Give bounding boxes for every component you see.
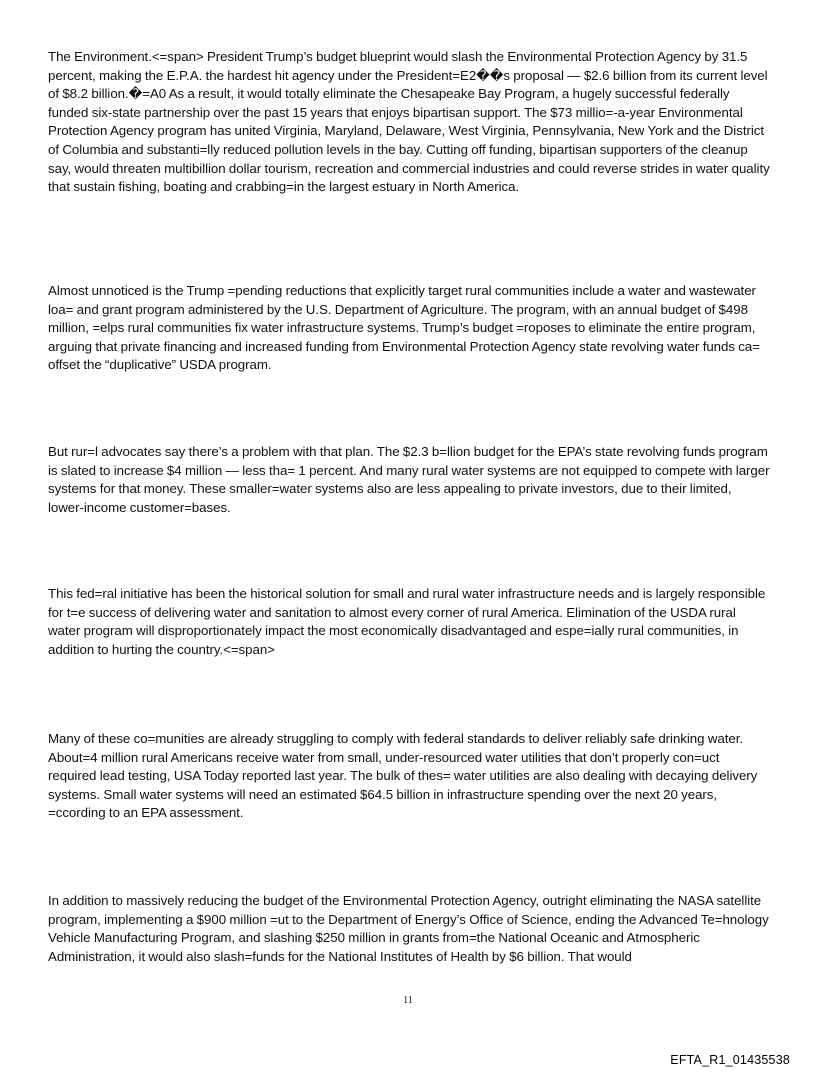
paragraph-budget-cuts: In addition to massively reducing the budget of the Environmental Protection Agency, outright eliminating the NASA satellite program, implementing a $900 million =ut to the Department of Energy’s Office of Science, ending the Advanced Te=hnology Vehicle Manufacturing Program, and slashing $250 million in grants from=the National Oceanic and Atmospheric Administration, it would also slash=funds for the National Institutes of Health by $6 billion. That would	[48, 893, 769, 964]
paragraph-revolving-funds: But rur=l advocates say there’s a problem with that plan. The $2.3 b=llion budget for the EPA’s state revolving funds program is slated to increase $4 million — less tha= 1 percent. And many rural water systems are not equipped to compete with larger systems for that money. These smaller=water systems also are less appealing to private investors, due to their limited, lower-income customer=bases.	[48, 444, 770, 515]
page-number: 11	[402, 995, 414, 1006]
paragraph-rural-communities: Many of these co=munities are already struggling to comply with federal standards to deliver reliably safe drinking water. About=4 million rural Americans receive water from small, under-resourced water utilities that don’t properly con=uct required lead testing, USA Today reported last year. The bulk of thes= water utilities are also dealing with decaying delivery systems. Small water systems will need an estimated $64.5 billion in infrastructure spending over the next 20 years, =ccording to an EPA assessment.	[48, 731, 758, 821]
paragraph-rural-water-program: Almost unnoticed is the Trump =pending reductions that explicitly target rural communities include a water and wastewater loa= and grant program administered by the U.S. Department of Agriculture. The program, with an annual budget of $498 million, =elps rural communities fix water infrastructure systems. Trump’s budget =roposes to eliminate the entire program, arguing that private financing and increased funding from Environmental Protection Agency state revolving water funds ca= offset the “duplicative” USDA program.	[48, 283, 760, 373]
paragraph-environment-epa: The Environment.<=span> President Trump’s budget blueprint would slash the Environmental Protection Agency by 31.5 percent, making the E.P.A. the hardest hit agency under the President=E2��s proposal — $2.6 billion from its current level of $8.2 billion.�=A0 As a result, it would totally eliminate the Chesapeake Bay Program, a hugely successful federally funded six-state partnership over the past 15 years that enjoys bipartisan support. The $73 millio=-a-year Environmental Protection Agency program has united Virginia, Maryland, Delaware, West Virginia, Pennsylvania, New York and the District of Columbia and substanti=lly reduced pollution levels in the bay. Cutting off funding, bipartisan supporters of the cleanup say, would threaten multibillion dollar tourism, recreation and commercial industries and could reverse strides in water quality that sustain fishing, boating and crabbing=in the largest estuary in North America.	[48, 49, 770, 195]
paragraph-federal-initiative: This fed=ral initiative has been the historical solution for small and rural water infrastructure needs and is largely responsible for t=e success of delivering water and sanitation to almost every corner of rural America. Elimination of the USDA rural water program will disproportionately impact the most economically disadvantaged and espe=ially rural communities, in addition to hurting the country.<=span>	[48, 586, 766, 657]
document-id: EFTA_R1_01435538	[670, 1053, 790, 1067]
